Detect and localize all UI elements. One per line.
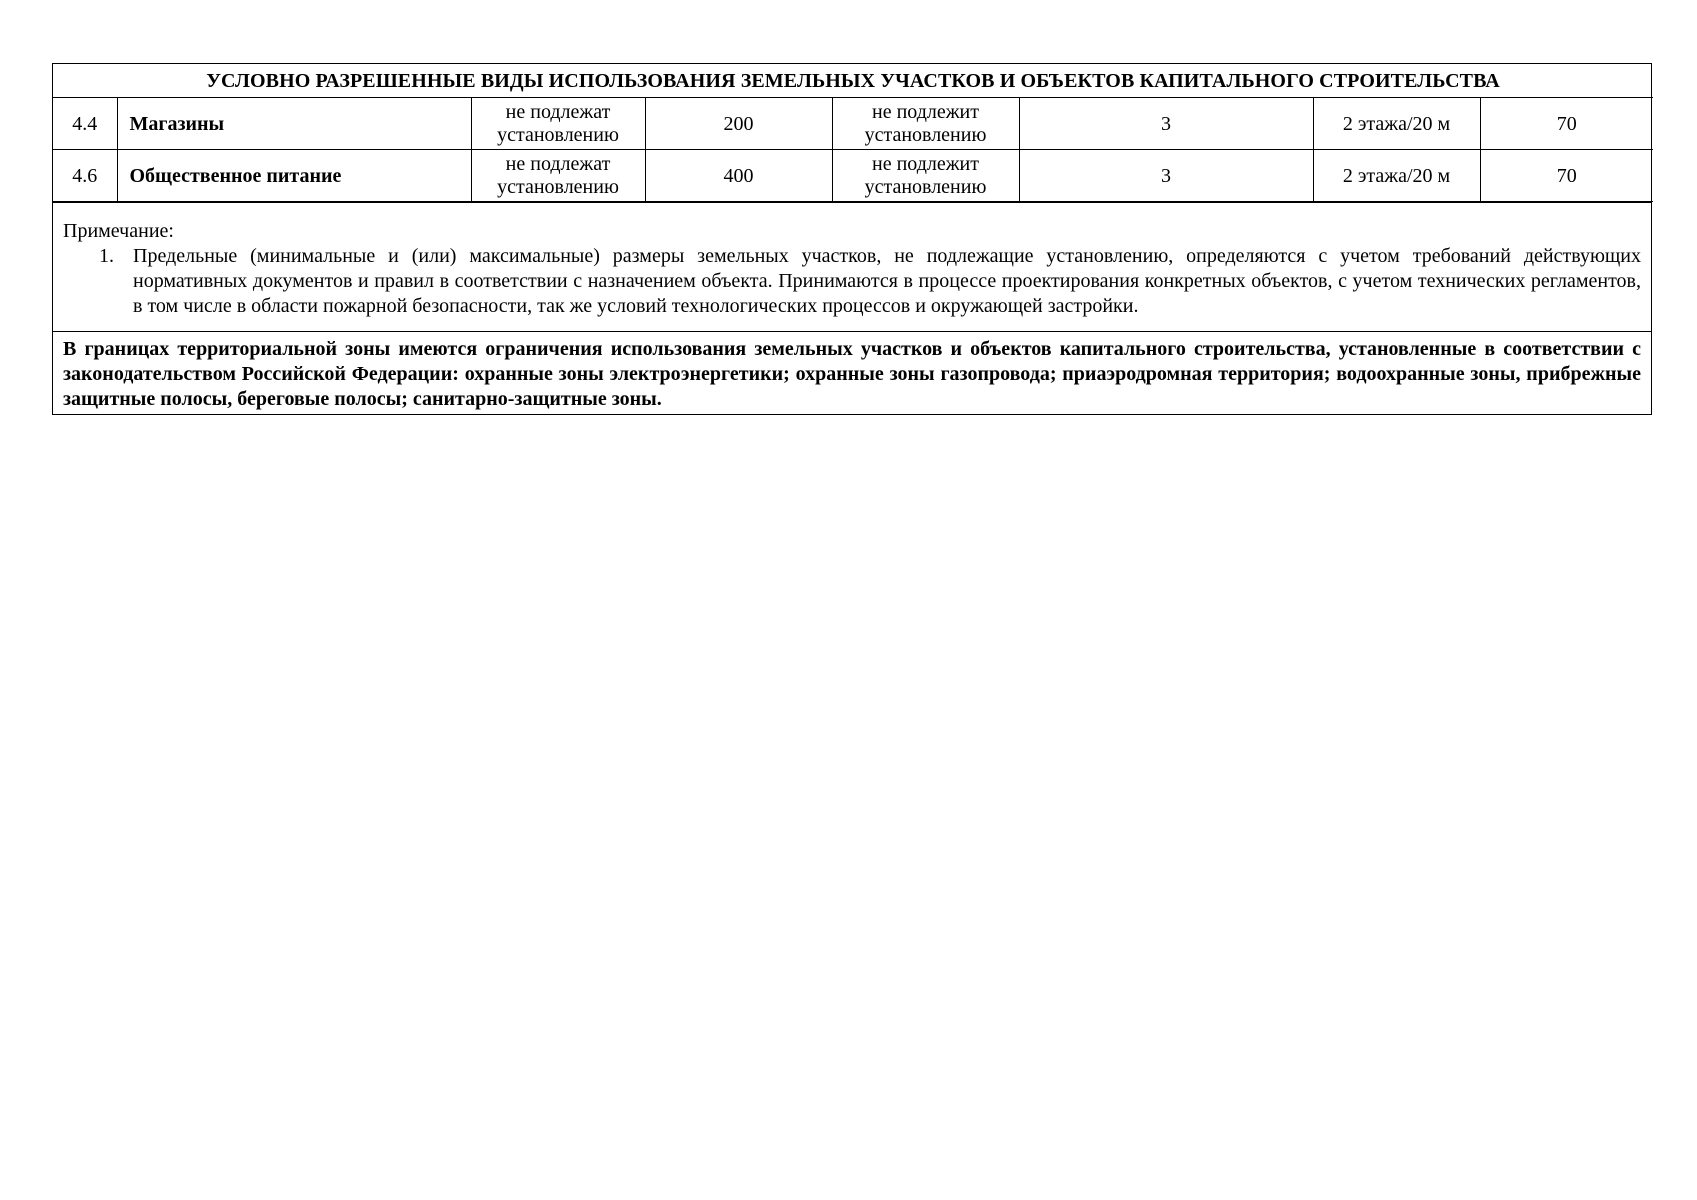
min-size-line-2: установлению [497, 175, 619, 198]
min-size-line-1: не подлежат [505, 100, 611, 123]
section-header-row [53, 64, 1653, 98]
max-height: 2 этажа/20 м [1313, 98, 1480, 150]
min-size-cell [471, 150, 645, 202]
note-item [99, 244, 1641, 319]
note-item-number: 1. [99, 245, 114, 267]
setback: 3 [1019, 98, 1313, 150]
indent-line-2: установлению [864, 123, 987, 146]
indent-line-2: установлению [864, 175, 987, 198]
table-row [53, 150, 1653, 202]
coverage-percent: 70 [1480, 98, 1653, 150]
indent-line-1: не подлежит [871, 100, 979, 123]
note-item-text: Предельные (минимальные и (или) максимальные) размеры земельных участков, не подлежащие установлению, определяются с учетом требований действующих нормативных документов и правил в соответствии с назначением объекта. Принимаются в процессе проектирования конкретных объектов, с учетом технических регламентов, в том числе в области пожарной безопасности, так же условий технологических процессов и окружающей застройки. [133, 245, 1641, 317]
note-title: Примечание: [63, 220, 174, 242]
section-header: УСЛОВНО РАЗРЕШЕННЫЕ ВИДЫ ИСПОЛЬЗОВАНИЯ ЗЕМЕЛЬНЫХ УЧАСТКОВ И ОБЪЕКТОВ КАПИТАЛЬНОГО СТРОИТЕЛЬСТВА [53, 64, 1653, 98]
max-size: 200 [645, 98, 832, 150]
zoning-document-sheet [52, 63, 1652, 415]
min-size-line-1: не подлежат [505, 152, 611, 175]
coverage-percent: 70 [1480, 150, 1653, 202]
indent-line-1: не подлежит [871, 152, 979, 175]
min-size-cell [471, 98, 645, 150]
use-code: 4.4 [53, 98, 117, 150]
indent-cell [832, 98, 1019, 150]
table-row [53, 98, 1653, 150]
use-name: Общественное питание [117, 150, 471, 202]
max-size: 400 [645, 150, 832, 202]
restrictions-block: В границах территориальной зоны имеются ограничения использования земельных участков и объектов капитального строительства, установленные в соответствии с законодательством Российской Федерации: охранные зоны электроэнергетики; охранные зоны газопровода; приаэродромная территория; водоохранные зоны, прибрежные защитные полосы, береговые полосы; санитарно-защитные зоны. [53, 331, 1651, 414]
min-size-line-2: установлению [497, 123, 619, 146]
note-block [53, 202, 1651, 331]
land-use-table [53, 64, 1653, 202]
use-name: Магазины [117, 98, 471, 150]
max-height: 2 этажа/20 м [1313, 150, 1480, 202]
setback: 3 [1019, 150, 1313, 202]
indent-cell [832, 150, 1019, 202]
use-code: 4.6 [53, 150, 117, 202]
